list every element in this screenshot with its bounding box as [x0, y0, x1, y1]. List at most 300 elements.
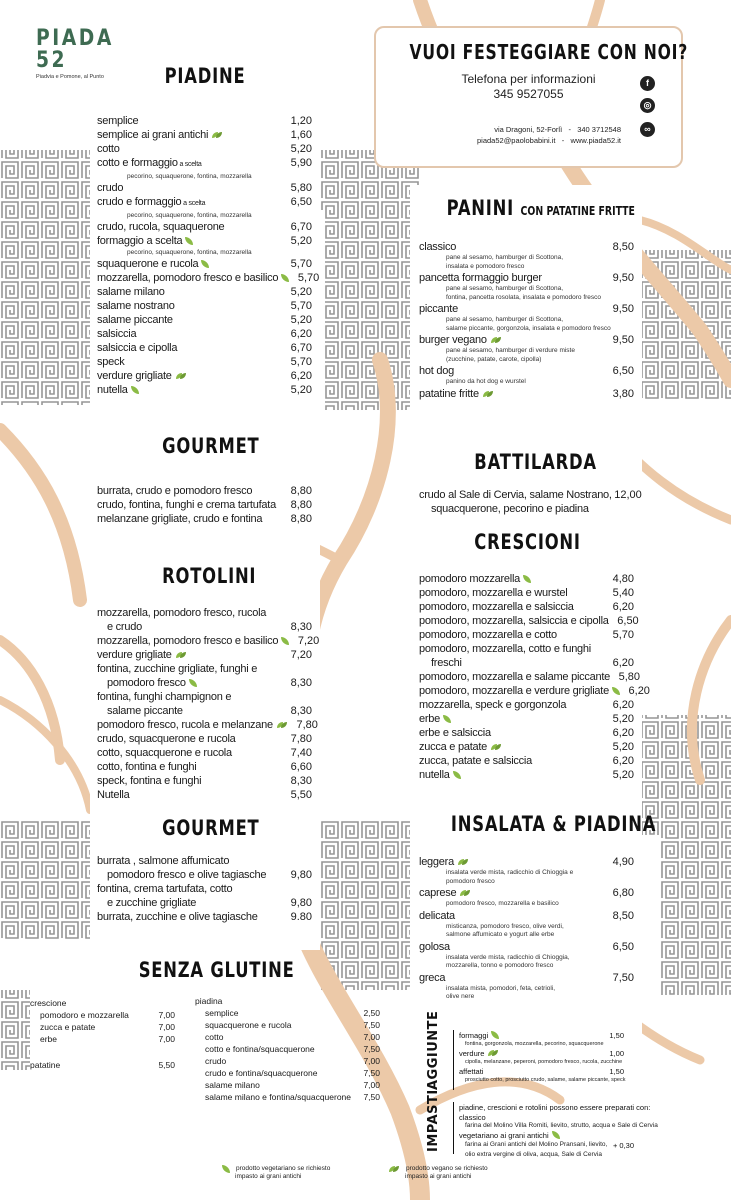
item-name-text: golosa	[419, 940, 450, 953]
item-name	[419, 855, 469, 869]
item-price: 5,50	[290, 789, 312, 801]
item-name	[419, 940, 450, 954]
menu-item	[97, 285, 312, 299]
item-price: 7,00	[363, 1056, 380, 1066]
menu-item	[419, 712, 634, 726]
item-price: 7,80	[290, 733, 312, 745]
item-name-text: formaggi	[459, 1031, 489, 1040]
menu-item	[97, 299, 312, 313]
item-name-text: semplice	[97, 115, 139, 127]
item-price: 8,80	[290, 485, 312, 497]
item-description: insalata e pomodoro fresco	[446, 262, 525, 270]
senza-glutine-title: SENZA GLUTINE	[138, 958, 295, 982]
item-name-text: delicata	[419, 909, 455, 922]
gluten-free-item	[30, 1033, 175, 1045]
menu-item	[97, 234, 312, 248]
item-name: semplice	[205, 1008, 239, 1018]
rotolini-list	[97, 606, 320, 802]
item-name-text: leggera	[419, 856, 454, 868]
item-name	[419, 642, 591, 656]
vegan-leaves-icon	[490, 743, 502, 751]
item-name-text: zucca e patate	[419, 741, 488, 753]
item-name-text: burger vegano	[419, 334, 487, 346]
menu-item	[419, 726, 634, 740]
item-name	[419, 628, 557, 642]
vegetarian-leaf-icon	[281, 637, 289, 645]
item-name	[419, 768, 461, 782]
menu-item	[419, 740, 634, 754]
item-price: 6,20	[290, 328, 312, 340]
item-name-text: erbe	[419, 713, 441, 725]
item-name	[419, 364, 454, 378]
menu-item	[97, 854, 312, 868]
piadine-title: PIADINE	[164, 64, 246, 88]
item-name-text: patatine fritte	[419, 387, 479, 400]
item-name: salame milano	[205, 1080, 260, 1090]
contact-address: via Dragoni, 52-Forlì	[494, 125, 563, 134]
item-extra: a scelta	[181, 200, 206, 207]
item-price: 8,80	[290, 499, 312, 511]
item-name	[459, 1031, 499, 1040]
panini-list	[419, 240, 634, 401]
item-name-line2	[419, 656, 462, 670]
item-name	[97, 341, 177, 355]
tripadvisor-icon[interactable]: ∞	[640, 122, 655, 137]
item-name: crudo	[205, 1056, 227, 1066]
item-name-text: salame milano	[97, 286, 165, 298]
item-name-text: pomodoro, mozzarella, salsiccia e cipolla	[419, 615, 609, 627]
instagram-icon[interactable]: ◎	[640, 98, 655, 113]
item-name-text: pomodoro fresco, rucola e melanzane	[97, 719, 273, 731]
item-price: 5,70	[612, 629, 634, 641]
menu-item	[419, 614, 639, 628]
item-description: prosciutto cotto, prosciutto crudo, salame, salame piccante, speck	[465, 1077, 626, 1083]
contact-phone[interactable]: 345 9527055	[493, 87, 564, 101]
item-name-text: erbe e salsiccia	[419, 727, 491, 739]
item-name-text: greca	[419, 971, 446, 984]
facebook-icon[interactable]: f	[640, 76, 655, 91]
menu-item	[97, 341, 312, 355]
item-name	[97, 788, 130, 802]
vegan-leaves-icon	[175, 372, 187, 380]
item-price: 5,20	[290, 286, 312, 298]
item-description: insalata verde mista, radicchio di Chioggia,	[446, 953, 570, 961]
menu-item	[97, 606, 312, 620]
menu-item	[419, 855, 634, 869]
item-name-text: pomodoro mozzarella	[419, 573, 521, 585]
item-price: 7,20	[297, 635, 320, 647]
item-name	[97, 299, 175, 313]
impasti-classico: classico	[459, 1113, 486, 1122]
item-price: 5,70	[290, 258, 312, 270]
item-price: 5,40	[612, 587, 634, 599]
item-price: 9,50	[612, 303, 634, 315]
item-name: erbe	[40, 1034, 58, 1044]
item-name	[97, 910, 258, 924]
menu-item	[97, 271, 320, 285]
item-name	[97, 854, 229, 868]
gourmet2-list	[97, 854, 312, 924]
menu-item	[97, 142, 312, 156]
vegan-leaves-icon	[388, 1165, 400, 1173]
item-price: 7,00	[158, 1022, 175, 1032]
item-price: 5,20	[290, 384, 312, 396]
item-name-text: crudo	[97, 182, 124, 194]
item-name-text: fontina, funghi champignon e	[97, 691, 232, 703]
item-description: salmone affumicato e yogurt alle erbe	[446, 931, 555, 938]
crescioni-title: CRESCIONI	[474, 530, 581, 554]
item-price: 6,20	[612, 657, 634, 669]
item-price: 7,50	[363, 1044, 380, 1054]
item-price: 6,50	[612, 940, 634, 953]
item-name-text: cotto	[97, 143, 120, 155]
gluten-free-item	[30, 1009, 175, 1021]
item-name	[97, 285, 165, 299]
menu-item	[419, 600, 634, 614]
rotolini-title: ROTOLINI	[162, 564, 257, 588]
item-price: 6,70	[290, 221, 312, 233]
item-name	[97, 760, 196, 774]
item-price: 4,90	[612, 856, 634, 868]
item-price: 5,90	[290, 157, 312, 169]
item-description: pomodoro fresco	[446, 877, 495, 885]
item-price: 4,80	[612, 573, 634, 585]
item-price: 6,60	[290, 761, 312, 773]
item-name-text: crudo, squacquerone e rucola	[97, 733, 236, 745]
item-name-text: nutella	[97, 384, 128, 396]
item-price: 5,20	[290, 314, 312, 326]
item-name-text: verdure grigliate	[97, 649, 172, 661]
menu-item	[97, 498, 312, 512]
item-price: 9,50	[612, 272, 634, 284]
vegetarian-leaf-icon	[131, 386, 139, 394]
vegetarian-leaf-icon	[523, 575, 531, 583]
menu-item	[419, 940, 634, 954]
item-name-text: salame piccante	[97, 314, 173, 326]
item-price: 1,60	[290, 129, 312, 141]
item-name	[419, 387, 494, 401]
logo-text: PIADA 52	[36, 26, 114, 73]
item-name	[419, 712, 451, 726]
contact-website[interactable]: www.piada52.it	[570, 136, 621, 145]
menu-item	[419, 670, 641, 684]
item-price: 8,30	[290, 677, 312, 689]
gluten-free-item	[195, 1043, 380, 1055]
item-name	[97, 195, 205, 211]
item-price: 6,20	[612, 601, 634, 613]
item-name	[419, 614, 609, 628]
item-name	[97, 662, 257, 676]
gluten-free-item	[195, 1007, 380, 1019]
item-name-text: Nutella	[97, 789, 130, 801]
item-price: 6,50	[612, 365, 634, 377]
item-description: salame piccante, gorgonzola, insalata e pomodoro fresco	[446, 324, 611, 332]
piadina-label: piadina	[195, 996, 223, 1006]
item-name	[97, 383, 139, 397]
item-name: squacquerone e rucola	[205, 1020, 292, 1030]
battilarda-price: 12,00	[614, 489, 642, 501]
item-name-text: crudo, fontina, funghi e crema tartufata	[97, 499, 276, 511]
vegetarian-leaf-icon	[201, 260, 209, 268]
vegan-leaves-icon	[175, 651, 187, 659]
item-name	[97, 327, 136, 341]
item-description: pecorino, squaquerone, fontina, mozzarella	[127, 212, 252, 219]
impasti-antichi-desc2: olio extra vergine di oliva, acqua, Sale di Cervia	[465, 1151, 602, 1158]
item-name: cotto e fontina/squacquerone	[205, 1044, 315, 1054]
vegetarian-leaf-icon	[443, 715, 451, 723]
menu-item	[419, 971, 634, 985]
item-name-text: cotto, fontina e funghi	[97, 761, 197, 773]
item-description: pomodoro fresco, mozzarella e basilico	[446, 900, 559, 907]
item-name-line2	[97, 896, 196, 910]
item-name	[97, 220, 224, 234]
item-name-text: pomodoro fresco e olive tagiasche	[107, 869, 267, 881]
item-name-text: caprese	[419, 887, 457, 899]
item-price: 3,80	[612, 387, 634, 400]
menu-item	[97, 195, 312, 211]
item-name	[97, 606, 266, 620]
item-price: 9,80	[290, 897, 312, 909]
item-price: 1,50	[609, 1031, 624, 1040]
item-name-text: pomodoro fresco	[107, 677, 186, 689]
item-name-text: mozzarella, pomodoro fresco, rucola	[97, 607, 267, 619]
item-name	[419, 909, 455, 923]
item-name	[419, 333, 502, 347]
item-name-text: classico	[419, 241, 457, 253]
item-name-text: pomodoro, mozzarella e cotto	[419, 629, 557, 641]
item-price: 6,20	[612, 727, 634, 739]
item-name-text: affettati	[459, 1067, 484, 1076]
gourmet-list	[97, 484, 312, 526]
item-name	[97, 257, 209, 271]
menu-item	[97, 257, 312, 271]
gourmet2-title: GOURMET	[162, 816, 260, 840]
item-price: 8,50	[612, 909, 634, 922]
menu-item	[419, 302, 634, 316]
item-name	[97, 746, 232, 760]
menu-item	[419, 364, 634, 378]
vegan-leaves-icon	[482, 390, 494, 398]
menu-item	[97, 383, 312, 397]
addon-item	[459, 1067, 624, 1076]
item-price: 5,80	[618, 671, 641, 683]
item-name	[97, 512, 262, 526]
menu-item-cont	[97, 676, 312, 690]
vegetarian-leaf-icon	[185, 237, 193, 245]
item-name-text: piccante	[419, 303, 458, 315]
item-name	[97, 313, 173, 327]
item-price: 7,00	[158, 1034, 175, 1044]
item-price: 1,00	[609, 1049, 624, 1058]
gluten-free-item	[195, 1079, 380, 1091]
item-price: 6,20	[290, 370, 312, 382]
item-name	[97, 498, 276, 512]
item-price: 6,50	[290, 196, 312, 208]
item-price: 7,50	[363, 1092, 380, 1102]
item-name-text: burrata, zucchine e olive tagiasche	[97, 911, 258, 923]
item-name	[419, 670, 610, 684]
battilarda-line1: crudo al Sale di Cervia, salame Nostrano,	[419, 489, 612, 501]
item-name-text: salame piccante	[107, 705, 183, 717]
menu-item	[97, 220, 312, 234]
item-price: 6,20	[612, 755, 634, 767]
item-description: pecorino, squaquerone, fontina, mozzarella	[127, 173, 252, 180]
item-price: 6,80	[612, 887, 634, 899]
item-price: 7,00	[363, 1032, 380, 1042]
item-name: cotto	[205, 1032, 224, 1042]
vegan-leaves-icon	[211, 131, 223, 139]
menu-item	[419, 387, 634, 401]
menu-item	[97, 774, 312, 788]
item-price: 7,80	[296, 719, 318, 731]
item-name-text: verdure	[459, 1049, 485, 1058]
vegan-leaves-icon	[276, 721, 288, 729]
patatine-row: patatine 5,50	[30, 1060, 175, 1070]
item-name	[459, 1049, 499, 1058]
menu-item	[419, 768, 634, 782]
item-price: 8,80	[290, 513, 312, 525]
item-name-text: pomodoro, mozzarella, cotto e funghi	[419, 643, 591, 655]
item-name	[97, 128, 223, 142]
item-price: 8,30	[290, 621, 312, 633]
item-description: mozzarella, tonno e pomodoro fresco	[446, 962, 554, 969]
menu-item	[97, 484, 312, 498]
item-description: panino da hot dog e wurstel	[446, 378, 526, 385]
insalata-list	[419, 855, 634, 1002]
item-name	[97, 882, 232, 896]
item-name-text: salame nostrano	[97, 300, 175, 312]
item-price: 5,70	[290, 356, 312, 368]
impasti-surcharge: + 0,30	[612, 1141, 634, 1150]
menu-item	[97, 181, 312, 195]
crescione-label: crescione	[30, 998, 67, 1008]
item-price: 6,20	[628, 685, 650, 697]
contact-phone2[interactable]: 340 3712548	[577, 125, 621, 134]
senza-glutine-piadina	[195, 995, 380, 1103]
menu-item	[97, 732, 312, 746]
item-price: 7,50	[363, 1068, 380, 1078]
item-name	[97, 774, 201, 788]
item-name-text: crudo e formaggio	[97, 196, 182, 208]
item-price: 5,80	[290, 182, 312, 194]
crescioni-list	[419, 572, 650, 782]
contact-title: VUOI FESTEGGIARE CON NOI?	[409, 40, 689, 64]
item-name	[419, 698, 566, 712]
menu-item	[97, 788, 312, 802]
item-description: misticanza, pomodoro fresco, olive verdi,	[446, 922, 564, 930]
item-name-text: pomodoro, mozzarella e salame piccante	[419, 671, 611, 683]
impasti-classico-desc: farina del Molino Villa Romiti, lievito, strutto, acqua e Sale di Cervia	[465, 1122, 658, 1129]
item-name-text: hot dog	[419, 365, 454, 377]
menu-item	[97, 512, 312, 526]
vegetarian-leaf-icon	[222, 1165, 230, 1173]
item-price: 9,80	[290, 869, 312, 881]
legend-vegan: prodotto vegano se richiesto impasto ai grani antichi	[388, 1165, 558, 1181]
item-name	[97, 355, 125, 369]
menu-item-cont	[97, 704, 312, 718]
item-name-text: formaggio a scelta	[97, 235, 183, 247]
item-name	[97, 271, 289, 285]
item-price: 9.80	[290, 911, 312, 923]
menu-item	[97, 690, 312, 704]
item-name-text: pancetta formaggio burger	[419, 272, 542, 284]
item-name	[97, 114, 138, 128]
gluten-free-item	[30, 1021, 175, 1033]
panini-title: PANINI	[446, 196, 515, 220]
item-price: 6,20	[612, 699, 634, 711]
vegetarian-leaf-icon	[491, 1031, 499, 1039]
item-name-text: freschi	[431, 657, 462, 669]
item-price: 8,30	[290, 775, 312, 787]
vegetarian-leaf-icon	[189, 679, 197, 687]
item-name	[459, 1067, 483, 1076]
item-name-line2	[97, 704, 183, 718]
item-name-text: squaquerone e rucola	[97, 258, 199, 270]
menu-item	[419, 628, 634, 642]
item-name-text: mozzarella, speck e gorgonzola	[419, 699, 567, 711]
item-price: 9,50	[612, 334, 634, 346]
vegan-leaves-icon	[459, 889, 471, 897]
item-name	[97, 156, 202, 172]
menu-item	[97, 369, 312, 383]
item-name	[419, 586, 567, 600]
brand-logo	[36, 28, 136, 80]
item-name	[419, 302, 458, 316]
item-name-text: e crudo	[107, 621, 142, 633]
vegan-leaves-icon	[457, 858, 469, 866]
item-description: fontina, pancetta rosolata, insalata e pomodoro fresco	[446, 293, 602, 301]
item-description: pane al sesamo, hamburger di verdure miste	[446, 347, 575, 354]
piadine-list	[97, 114, 320, 397]
item-name-text: salsiccia	[97, 328, 137, 340]
item-name-text: semplice ai grani antichi	[97, 129, 209, 141]
item-description: cipolla, melanzane, peperoni, pomodoro fresco, rucola, zucchine	[465, 1059, 623, 1065]
item-name-text: mozzarella, pomodoro fresco e basilico	[97, 272, 279, 284]
contact-email[interactable]: piada52@paolobabini.it	[477, 136, 556, 145]
vegetarian-leaf-icon	[281, 274, 289, 282]
item-price: 5,20	[290, 235, 312, 247]
aggiunte-list	[459, 1031, 624, 1085]
panini-subtitle: CON PATATINE FRITTE	[520, 204, 635, 218]
item-name	[419, 600, 574, 614]
item-name-text: salsiccia e cipolla	[97, 342, 178, 354]
menu-item	[97, 313, 312, 327]
item-name	[419, 740, 502, 754]
item-price: 8,30	[290, 705, 312, 717]
menu-item	[97, 634, 320, 648]
impasti-intro: piadine, crescioni e rotolini possono essere preparati con:	[459, 1103, 651, 1112]
item-name	[97, 181, 123, 195]
item-name	[97, 718, 288, 732]
menu-item	[419, 586, 634, 600]
contact-box: VUOI FESTEGGIARE CON NOI? Telefona per informazioni 345 9527055 via Dragoni, 52-Forlì - 340 3712548 piada52@paolobabini.it - www.piada52.it f ◎ ∞	[374, 26, 683, 168]
menu-item	[97, 718, 318, 732]
item-description: insalata mista, pomodori, feta, cetrioli,	[446, 984, 556, 992]
menu-item	[419, 754, 634, 768]
item-description: insalata verde mista, radicchio di Chioggia e	[446, 869, 574, 876]
menu-item-cont	[97, 620, 312, 634]
item-description: fontina, gorgonzola, mozzarella, pecorino, squacquerone	[465, 1041, 604, 1047]
item-name-text: burrata, crudo e pomodoro fresco	[97, 485, 253, 497]
item-name-text: mozzarella, pomodoro fresco e basilico	[97, 635, 279, 647]
menu-item	[97, 662, 312, 676]
impasti-antichi-desc1: farina ai Grani antichi del Molino Pransani, lievito,	[465, 1141, 608, 1148]
item-name	[419, 971, 445, 985]
menu-item-cont	[97, 868, 312, 882]
item-name-text: speck, fontina e funghi	[97, 775, 202, 787]
item-name	[419, 684, 620, 698]
item-name	[419, 726, 491, 740]
